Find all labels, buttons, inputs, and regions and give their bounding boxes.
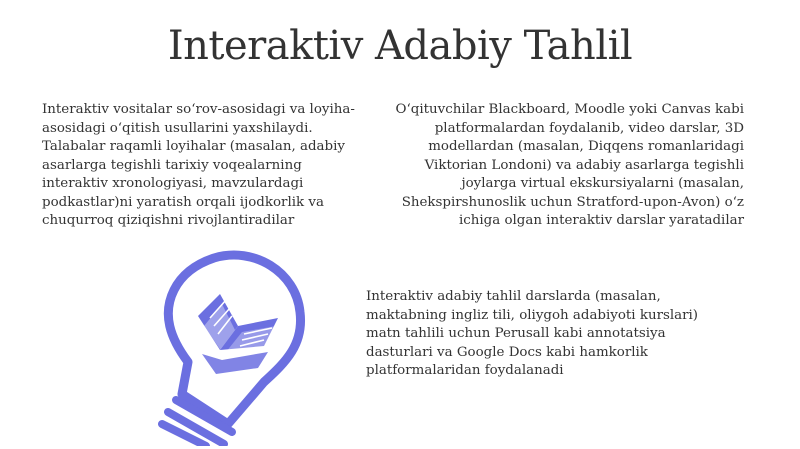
slide-title: Interaktiv Adabiy Tahlil [167,23,633,69]
left-paragraph: Interaktiv vositalar so‘rov-asosidagi va loyiha-asosidagi o‘qitish usullarini yaxshilaydi. Talabalar raqamli loyihalar (masalan, adabiy asarlarga tegishli tarixiy voqealarning interaktiv xronologiyasi, mavzulardagi podkastlar)ni yaratish orqali ijodkorlik va chuqurroq qiziqishni rivojlantiradilar [42,102,355,228]
lightbulb-book-icon [118,234,318,446]
right-paragraph: O‘qituvchilar Blackboard, Moodle yoki Canvas kabi platformalardan foydalanib, video darslar, 3D modellardan (masalan, Diqqens romanlaridagi Viktorian Londoni) va adabiy asarlarga tegishli joylarga virtual ekskursiyalarni (masalan, Shekspirshunoslik uchun Stratford-upon-Avon) o‘z ichiga olgan interaktiv darslar yaratadilar [395,102,744,228]
bottom-paragraph: Interaktiv adabiy tahlil darslarda (masalan, maktabning ingliz tili, oliygoh adabiyoti kurslari) matn tahlili uchun Perusall kabi annotatsiya dasturlari va Google Docs kabi hamkorlik platformalaridan foydalanadi [366,289,699,378]
